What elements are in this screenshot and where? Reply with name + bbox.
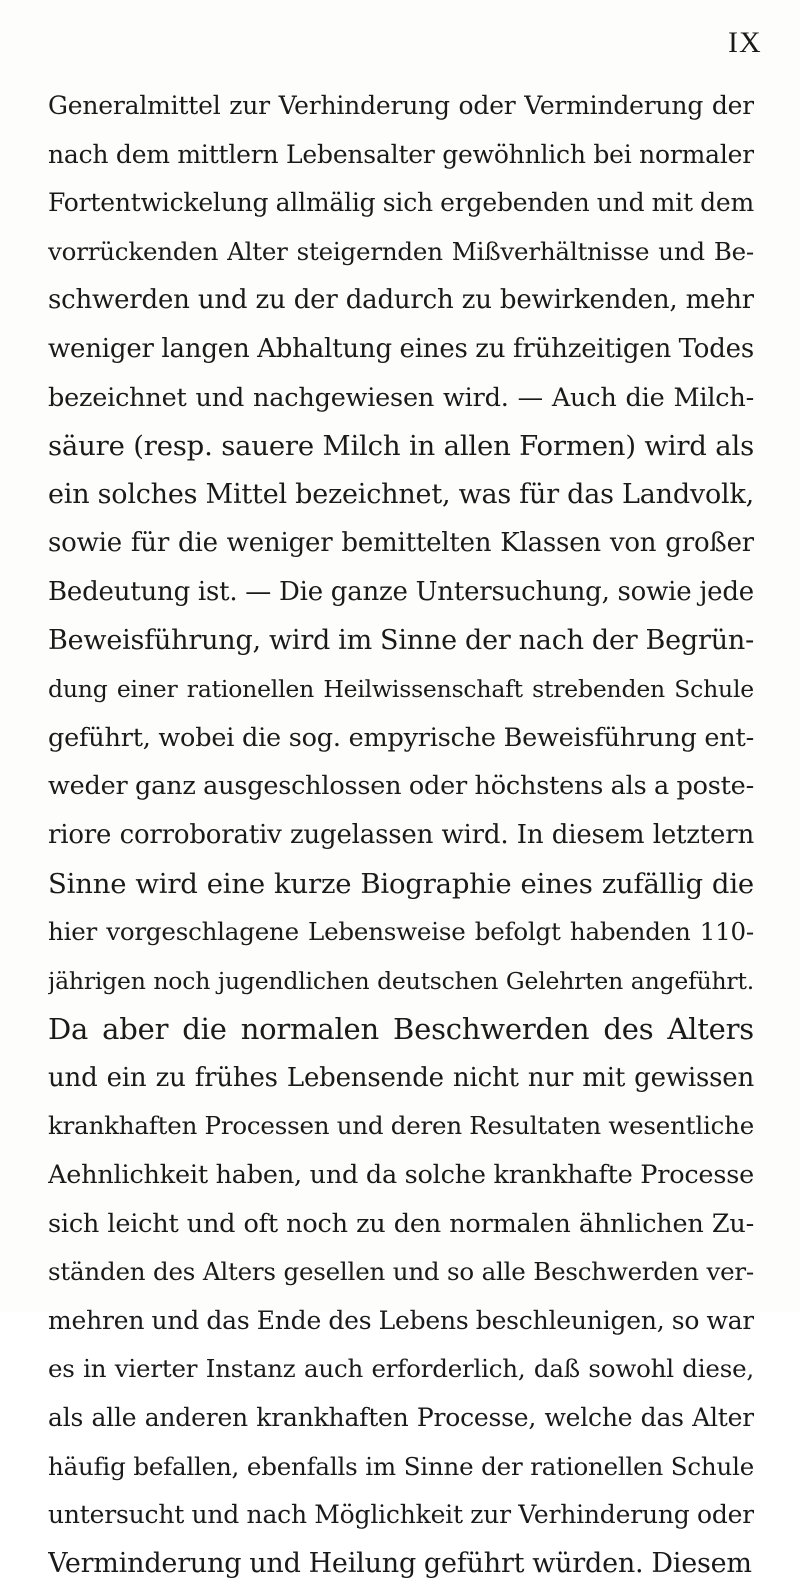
text-line: Fortentwickelung allmälig sich ergebenden und mit dem <box>48 188 754 218</box>
text-line: Aehnlichkeit haben, und da solche krankhafte Processe <box>48 1160 754 1191</box>
text-line: Verminderung und Heilung geführt würden. Diesem <box>48 1547 752 1579</box>
text-line: bezeichnet und nachgewiesen wird. — Auch die Milch- <box>48 382 754 413</box>
text-line: krankhaften Processen und deren Resultaten wesentliche <box>48 1111 754 1141</box>
text-line: schwerden und zu der dadurch zu bewirkenden, mehr <box>48 285 754 316</box>
text-line: weder ganz ausgeschlossen oder höchstens als a poste- <box>48 771 754 802</box>
text-line: ständen des Alters gesellen und so alle Beschwerden ver- <box>48 1257 754 1287</box>
text-line: Beweisführung, wird im Sinne der nach der Begrün- <box>48 624 754 656</box>
text-line: jährigen noch jugendlichen deutschen Gelehrten angeführt. <box>48 966 754 995</box>
text-line: hier vorgeschlagene Lebensweise befolgt habenden 110- <box>48 917 754 947</box>
text-line: häufig befallen, ebenfalls im Sinne der rationellen Schule <box>48 1451 754 1481</box>
text-line: und ein zu frühes Lebensende nicht nur mit gewissen <box>48 1062 754 1093</box>
text-line: mehren und das Ende des Lebens beschleunigen, so war <box>48 1305 754 1335</box>
body-text <box>48 82 754 1588</box>
text-line: Bedeutung ist. — Die ganze Untersuchung, sowie jede <box>48 576 754 607</box>
text-line: weniger langen Abhaltung eines zu frühzeitigen Todes <box>48 333 754 364</box>
text-line: sowie für die weniger bemittelten Klassen von großer <box>48 528 754 559</box>
text-line: Generalmittel zur Verhinderung oder Verminderung der <box>48 91 754 120</box>
text-line: ein solches Mittel bezeichnet, was für das Landvolk, <box>48 478 754 510</box>
text-line: Da aber die normalen Beschwerden des Alters <box>48 1012 754 1047</box>
text-line: vorrückenden Alter steigernden Mißverhältnisse und Be- <box>48 236 754 266</box>
text-line: sich leicht und oft noch zu den normalen ähnlichen Zu- <box>48 1208 754 1239</box>
text-line: riore corroborativ zugelassen wird. In diesem letztern <box>48 819 754 850</box>
text-line: geführt, wobei die sog. empyrische Beweisführung ent- <box>48 722 754 753</box>
text-line: nach dem mittlern Lebensalter gewöhnlich bei normaler <box>48 139 754 169</box>
text-line: als alle anderen krankhaften Processe, welche das Alter <box>48 1403 754 1433</box>
text-line: säure (resp. sauere Milch in allen Formen) wird als <box>48 430 754 463</box>
text-line: es in vierter Instanz auch erforderlich, daß sowohl diese, <box>48 1354 754 1384</box>
text-line: dung einer rationellen Heilwissenschaft strebenden Schule <box>48 675 754 704</box>
text-line: Sinne wird eine kurze Biographie eines zufällig die <box>48 867 754 900</box>
text-line: untersucht und nach Möglichkeit zur Verhinderung oder <box>48 1500 754 1530</box>
page-number: IX <box>728 26 762 59</box>
